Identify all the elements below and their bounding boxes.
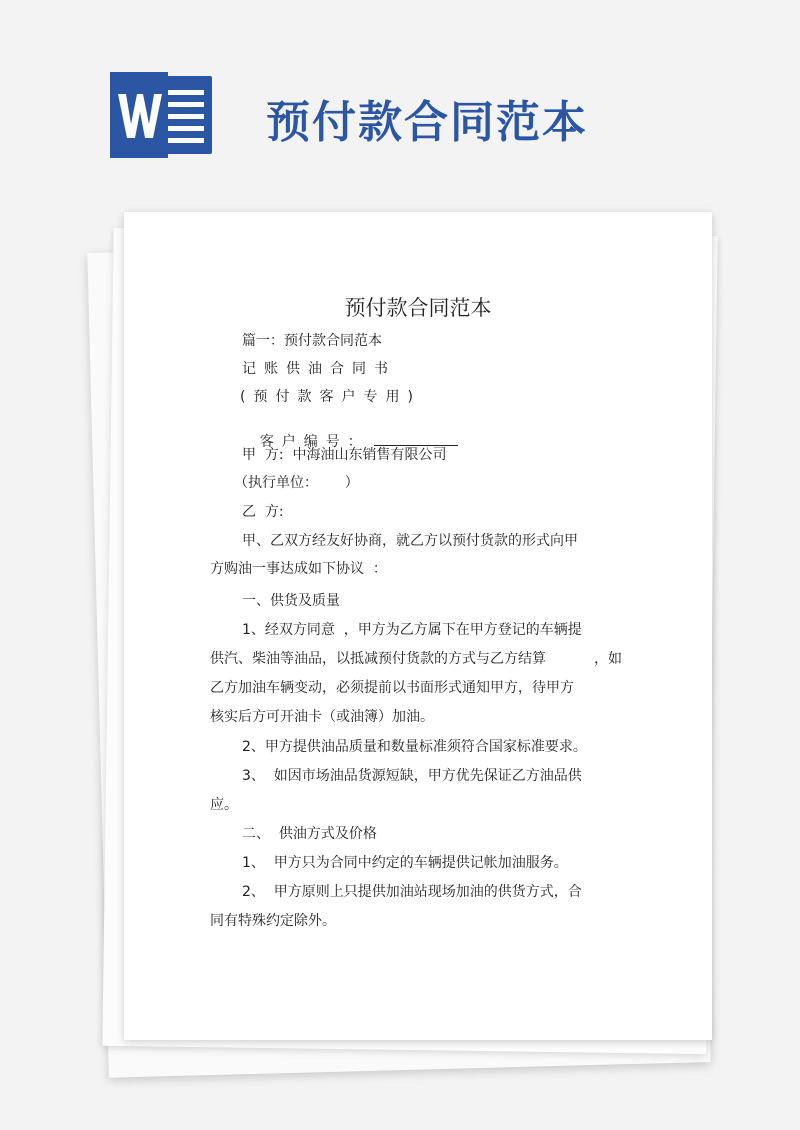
- document-title: 预付款合同范本: [344, 296, 492, 320]
- doc-line: 客户编号：: [259, 434, 370, 450]
- doc-line: 2、 甲方原则上只提供加油站现场加油的供货方式，合: [242, 884, 582, 900]
- doc-line: （执行单位： ）: [234, 475, 359, 491]
- doc-line: 1、 甲方只为合同中约定的车辆提供记帐加油服务。: [242, 855, 568, 871]
- doc-line: (预付款客户专用): [240, 389, 421, 405]
- header-title: 预付款合同范本: [266, 97, 588, 148]
- word-logo-icon: [110, 72, 214, 158]
- doc-line: 记账供油合同书: [242, 361, 396, 377]
- doc-line: 方购油一事达成如下协议 ：: [210, 561, 387, 577]
- doc-line: 乙方加油车辆变动，必须提前以书面形式通知甲方，待甲方: [210, 680, 574, 696]
- doc-line: 同有特殊约定除外。: [210, 913, 336, 929]
- doc-line: 3、 如因市场油品货源短缺，甲方优先保证乙方油品供: [242, 768, 582, 784]
- doc-line: 甲 方: 中海油山东销售有限公司: [242, 447, 447, 463]
- doc-line: 2、甲方提供油品质量和数量标准须符合国家标准要求。: [242, 739, 587, 755]
- doc-line: 应。: [210, 797, 238, 813]
- doc-line: 乙 方:: [242, 504, 284, 520]
- doc-line: 1、经双方同意 ，甲方为乙方属下在甲方登记的车辆提: [242, 622, 582, 638]
- section-heading: 二、 供油方式及价格: [242, 826, 377, 842]
- doc-line: 甲、乙双方经友好协商，就乙方以预付货款的形式向甲: [242, 533, 578, 549]
- doc-line: 供汽、柴油等油品，以抵减预付货款的方式与乙方结算: [210, 651, 546, 667]
- doc-line: ，如: [594, 651, 622, 667]
- doc-line: 篇一：预付款合同范本: [242, 333, 382, 349]
- doc-line: 核实后方可开油卡（或油簿）加油。: [210, 709, 434, 725]
- section-heading: 一、供货及质量: [242, 593, 340, 609]
- document-page: [124, 212, 712, 1040]
